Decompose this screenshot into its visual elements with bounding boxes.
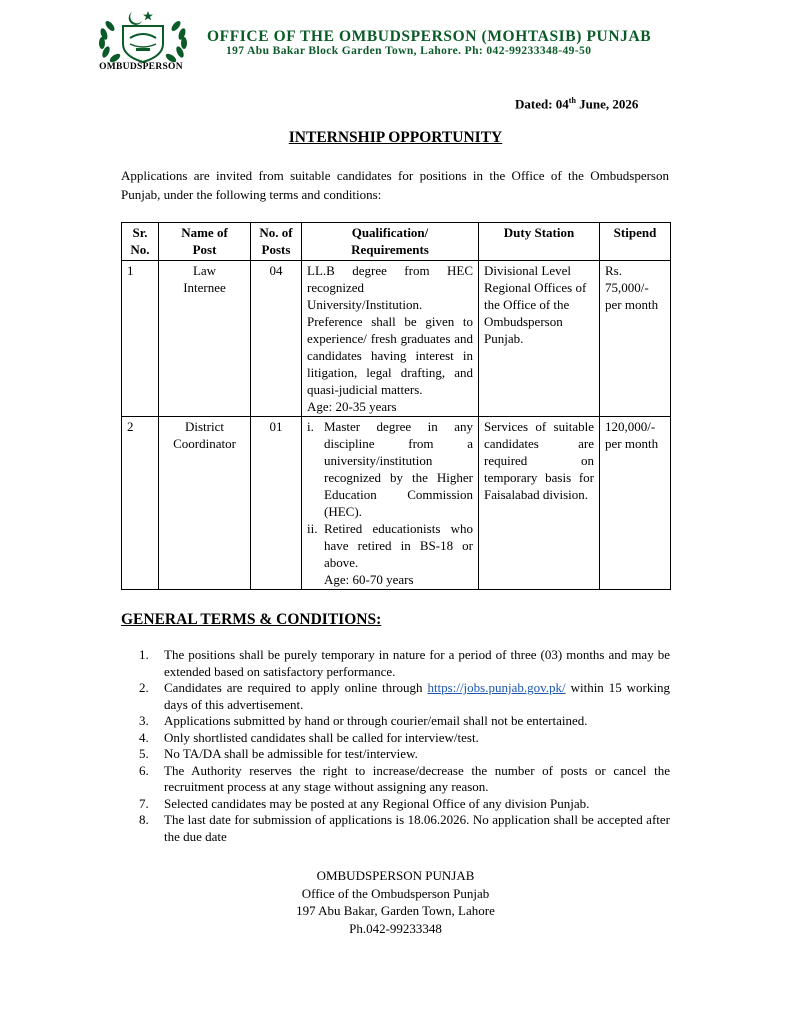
cell-post-name: District Coordinator (159, 417, 251, 590)
table-row (122, 261, 671, 417)
intro-paragraph: Applications are invited from suitable candidates for positions in the Office of the Ombudsperson Punjab, under the following terms and conditions: (121, 168, 669, 202)
header-post-name: Name of Post (159, 223, 251, 261)
header-duty-station: Duty Station (479, 223, 600, 261)
cell-duty-station: Divisional Level Regional Offices of the Office of the Ombudsperson Punjab. (479, 261, 600, 417)
list-item: 5. No TA/DA shall be admissible for test/interview. (139, 746, 418, 761)
jobs-portal-link[interactable]: https://jobs.punjab.gov.pk/ (427, 680, 566, 695)
list-item: 6. The Authority reserves the right to increase/decrease the number of posts or cancel the recruitment process at any stage without assigning any reason. (139, 762, 670, 794)
cell-post-count: 01 (251, 417, 302, 590)
signature-office: Office of the Ombudsperson Punjab (301, 885, 490, 901)
signature-phone: Ph.042-99233348 (349, 920, 442, 936)
cell-qualification (302, 261, 479, 417)
signature-address: 197 Abu Bakar, Garden Town, Lahore (296, 903, 495, 918)
date-prefix: Dated: 04 (515, 96, 569, 112)
qualification-text: LL.B degree from HEC recognized University/Institution. Preference shall be given to experience/ fresh graduates and candidates having interest in litigation, legal drafting, and quasi-judicial matters. (307, 263, 473, 397)
list-item: 1. The positions shall be purely temporary in nature for a period of three (03) months and may be extended based on satisfactory performance. (139, 647, 670, 679)
table-row (122, 417, 671, 590)
cell-post-name: Law Internee (159, 261, 251, 417)
document-title: INTERNSHIP OPPORTUNITY (288, 129, 503, 146)
age-requirement: Age: 20-35 years (307, 399, 397, 414)
list-item: 8. The last date for submission of applications is 18.06.2026. No application shall be accepted after the due date (139, 812, 670, 844)
list-item: ii. Retired educationists who have retired in BS-18 or above. (307, 521, 473, 570)
cell-post-count: 04 (251, 261, 302, 417)
organization-address: 197 Abu Bakar Block Garden Town, Lahore. Ph: 042-99233348-49-50 (226, 45, 592, 57)
date-rest: June, 2026 (575, 96, 639, 112)
list-item: 7. Selected candidates may be posted at any Regional Office of any division Punjab. (139, 795, 590, 811)
document-date (515, 96, 638, 112)
header-post-count: No. of Posts (251, 223, 302, 261)
signature-block (0, 867, 791, 937)
cell-sr-no: 1 (122, 261, 159, 417)
cell-qualification (302, 417, 479, 590)
list-item: 2. Candidates are required to apply online through https://jobs.punjab.gov.pk/ within 15 working days of this advertisement. (139, 680, 671, 712)
list-item: i. Master degree in any discipline from a university/institution recognized by the Higher Education Commission (HEC). (307, 419, 473, 519)
terms-heading: GENERAL TERMS & CONDITIONS: (121, 611, 382, 628)
qualification-list (307, 418, 473, 571)
organization-name: OFFICE OF THE OMBUDSPERSON (MOHTASIB) PUNJAB (207, 28, 652, 45)
header-sr-no: Sr. No. (122, 223, 159, 261)
terms-list (139, 647, 670, 845)
header-stipend: Stipend (600, 223, 671, 261)
age-requirement: Age: 60-70 years (324, 572, 414, 587)
cell-sr-no: 2 (122, 417, 159, 590)
list-item: 4. Only shortlisted candidates shall be called for interview/test. (139, 729, 479, 745)
logo-text: OMBUDSPERSON (99, 62, 183, 72)
cell-duty-station: Services of suitable candidates are required on temporary basis for Faisalabad division. (479, 417, 600, 590)
date-ordinal: th (568, 96, 576, 105)
cell-stipend: 120,000/- per month (600, 417, 671, 590)
positions-table (121, 222, 671, 590)
ombudsperson-emblem-icon (90, 8, 196, 64)
signature-title: OMBUDSPERSON PUNJAB (316, 868, 475, 883)
header-qualification: Qualification/ Requirements (302, 223, 479, 261)
table-header-row (122, 223, 671, 261)
list-item: 3. Applications submitted by hand or through courier/email shall not be entertained. (139, 713, 588, 728)
cell-stipend: Rs. 75,000/- per month (600, 261, 671, 417)
